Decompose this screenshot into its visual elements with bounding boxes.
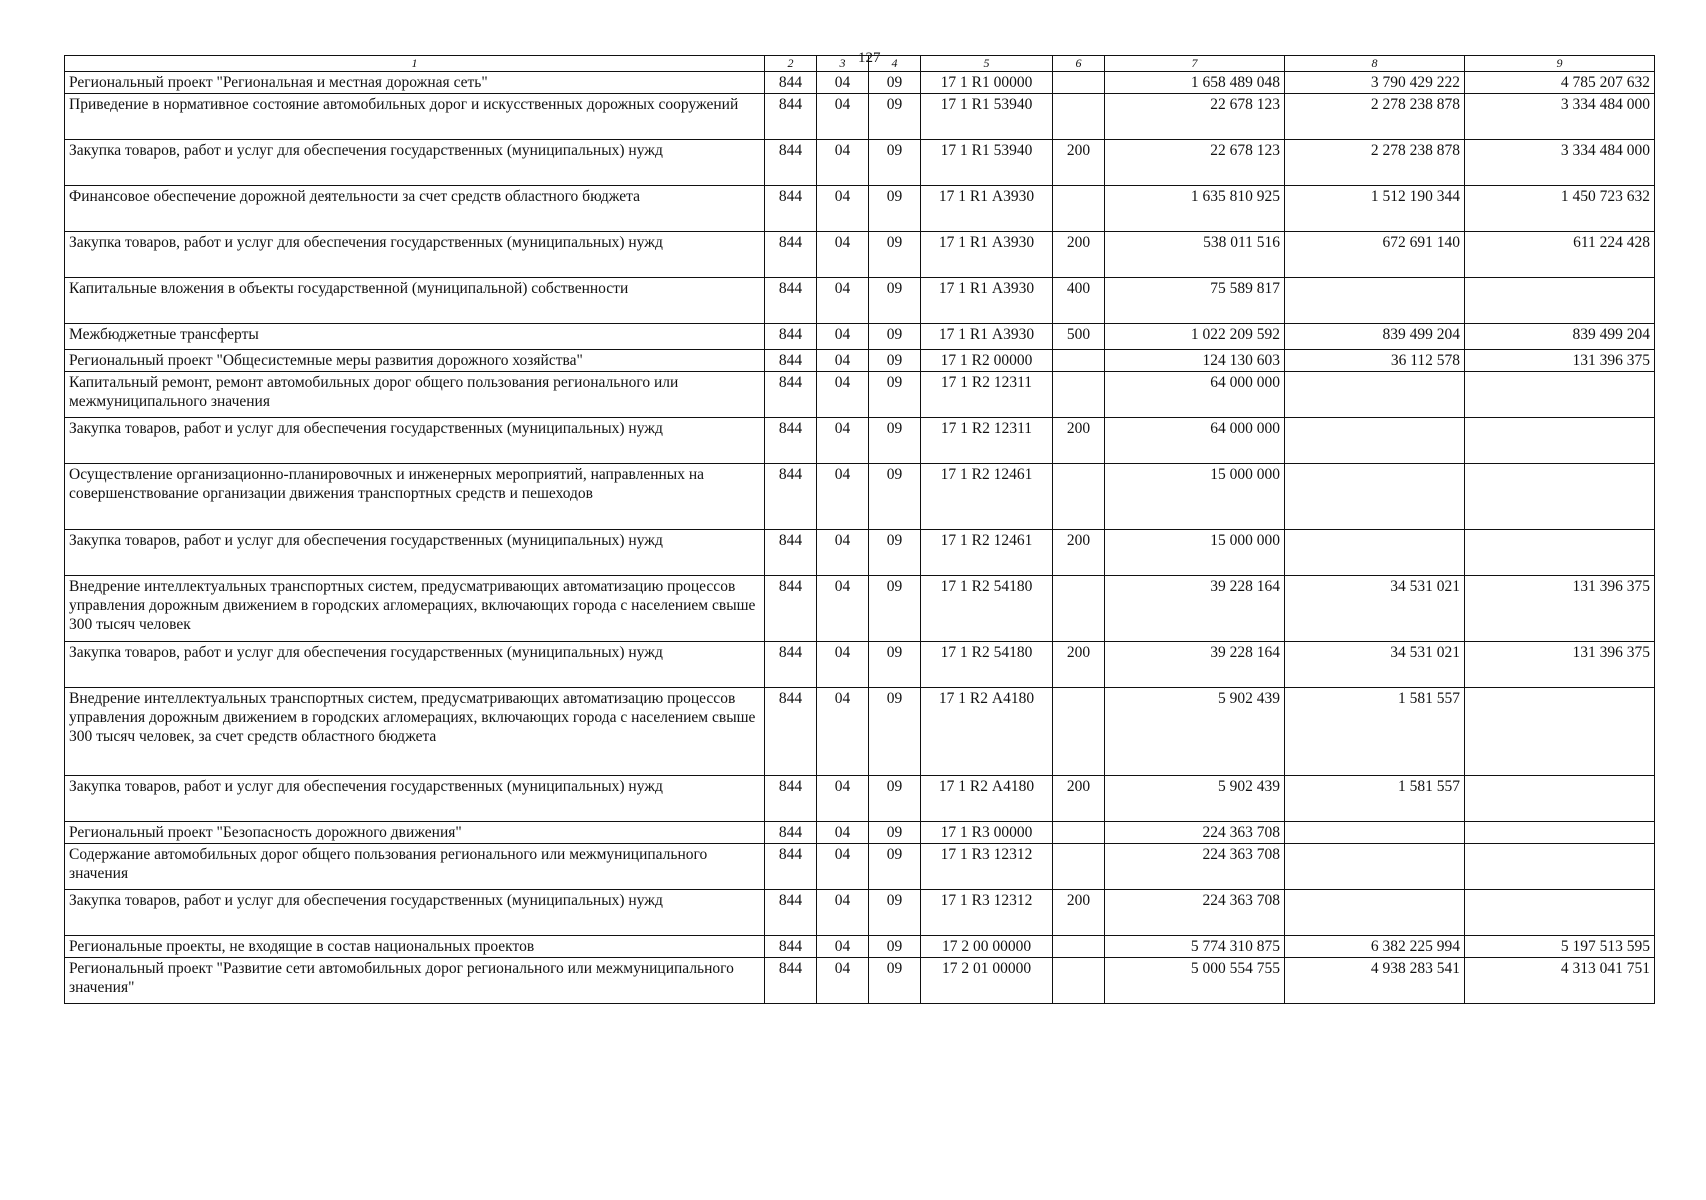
cell-code-4: 09 — [869, 936, 921, 958]
cell-amount-8 — [1285, 278, 1465, 324]
cell-code-5: 17 1 R1 А3930 — [921, 278, 1053, 324]
cell-amount-8 — [1285, 890, 1465, 936]
cell-amount-9: 3 334 484 000 — [1465, 140, 1655, 186]
cell-code-6 — [1053, 94, 1105, 140]
cell-amount-8: 4 938 283 541 — [1285, 958, 1465, 1004]
row-name: Региональные проекты, не входящие в состав национальных проектов — [65, 936, 765, 958]
cell-amount-7: 39 228 164 — [1105, 642, 1285, 688]
cell-code-2: 844 — [765, 94, 817, 140]
cell-amount-7: 1 635 810 925 — [1105, 186, 1285, 232]
cell-code-4: 09 — [869, 94, 921, 140]
cell-amount-9 — [1465, 776, 1655, 822]
cell-amount-7: 22 678 123 — [1105, 140, 1285, 186]
cell-amount-8: 6 382 225 994 — [1285, 936, 1465, 958]
row-name: Приведение в нормативное состояние автомобильных дорог и искусственных дорожных сооружений — [65, 94, 765, 140]
cell-code-2: 844 — [765, 958, 817, 1004]
cell-code-5: 17 1 R1 53940 — [921, 94, 1053, 140]
cell-code-5: 17 1 R2 А4180 — [921, 688, 1053, 776]
cell-code-6 — [1053, 822, 1105, 844]
cell-code-2: 844 — [765, 822, 817, 844]
cell-code-6: 200 — [1053, 140, 1105, 186]
cell-code-2: 844 — [765, 72, 817, 94]
cell-amount-7: 224 363 708 — [1105, 890, 1285, 936]
cell-amount-7: 1 658 489 048 — [1105, 72, 1285, 94]
table-row — [65, 958, 1655, 1004]
column-number: 9 — [1465, 56, 1655, 72]
cell-code-2: 844 — [765, 350, 817, 372]
cell-amount-9: 3 334 484 000 — [1465, 94, 1655, 140]
cell-code-5: 17 1 R2 00000 — [921, 350, 1053, 372]
table-row — [65, 530, 1655, 576]
cell-code-4: 09 — [869, 418, 921, 464]
cell-code-2: 844 — [765, 324, 817, 350]
column-number: 7 — [1105, 56, 1285, 72]
cell-code-2: 844 — [765, 936, 817, 958]
table-row — [65, 464, 1655, 530]
cell-amount-9: 4 785 207 632 — [1465, 72, 1655, 94]
row-name: Закупка товаров, работ и услуг для обеспечения государственных (муниципальных) нужд — [65, 140, 765, 186]
cell-code-4: 09 — [869, 688, 921, 776]
cell-amount-7: 5 000 554 755 — [1105, 958, 1285, 1004]
cell-code-5: 17 1 R2 54180 — [921, 642, 1053, 688]
cell-amount-8 — [1285, 530, 1465, 576]
budget-table — [64, 55, 1655, 1004]
cell-code-2: 844 — [765, 576, 817, 642]
cell-code-2: 844 — [765, 844, 817, 890]
table-row — [65, 822, 1655, 844]
cell-amount-8 — [1285, 418, 1465, 464]
row-name: Закупка товаров, работ и услуг для обеспечения государственных (муниципальных) нужд — [65, 776, 765, 822]
row-name: Закупка товаров, работ и услуг для обеспечения государственных (муниципальных) нужд — [65, 890, 765, 936]
cell-code-3: 04 — [817, 530, 869, 576]
cell-amount-9 — [1465, 822, 1655, 844]
cell-amount-9 — [1465, 372, 1655, 418]
row-name: Региональный проект "Безопасность дорожного движения" — [65, 822, 765, 844]
row-name: Закупка товаров, работ и услуг для обеспечения государственных (муниципальных) нужд — [65, 530, 765, 576]
cell-code-3: 04 — [817, 324, 869, 350]
cell-amount-7: 64 000 000 — [1105, 418, 1285, 464]
cell-amount-9: 131 396 375 — [1465, 576, 1655, 642]
cell-code-5: 17 1 R3 00000 — [921, 822, 1053, 844]
cell-amount-7: 75 589 817 — [1105, 278, 1285, 324]
cell-code-6 — [1053, 72, 1105, 94]
cell-code-5: 17 1 R1 А3930 — [921, 324, 1053, 350]
table-row — [65, 418, 1655, 464]
cell-amount-9: 4 313 041 751 — [1465, 958, 1655, 1004]
cell-code-5: 17 1 R2 12311 — [921, 372, 1053, 418]
cell-code-5: 17 1 R2 12311 — [921, 418, 1053, 464]
cell-code-2: 844 — [765, 140, 817, 186]
cell-code-5: 17 1 R3 12312 — [921, 844, 1053, 890]
cell-amount-8: 2 278 238 878 — [1285, 140, 1465, 186]
cell-code-5: 17 1 R1 00000 — [921, 72, 1053, 94]
cell-amount-9 — [1465, 844, 1655, 890]
cell-amount-7: 124 130 603 — [1105, 350, 1285, 372]
cell-amount-9: 131 396 375 — [1465, 350, 1655, 372]
cell-amount-7: 538 011 516 — [1105, 232, 1285, 278]
cell-code-6 — [1053, 688, 1105, 776]
cell-amount-8 — [1285, 822, 1465, 844]
cell-code-4: 09 — [869, 232, 921, 278]
cell-code-3: 04 — [817, 936, 869, 958]
cell-code-4: 09 — [869, 350, 921, 372]
row-name: Внедрение интеллектуальных транспортных систем, предусматривающих автоматизацию процессов управления дорожным движением в городских агломерациях, включающих города с населением свыше 300 тысяч человек — [65, 576, 765, 642]
cell-amount-9 — [1465, 688, 1655, 776]
cell-code-5: 17 2 00 00000 — [921, 936, 1053, 958]
table-row — [65, 350, 1655, 372]
cell-code-5: 17 1 R1 А3930 — [921, 186, 1053, 232]
cell-code-4: 09 — [869, 464, 921, 530]
cell-code-5: 17 2 01 00000 — [921, 958, 1053, 1004]
cell-code-3: 04 — [817, 958, 869, 1004]
cell-code-3: 04 — [817, 688, 869, 776]
cell-code-6 — [1053, 186, 1105, 232]
table-row — [65, 140, 1655, 186]
row-name: Региональный проект "Развитие сети автомобильных дорог регионального или межмуниципального значения" — [65, 958, 765, 1004]
cell-code-5: 17 1 R2 А4180 — [921, 776, 1053, 822]
cell-code-6: 200 — [1053, 530, 1105, 576]
table-row — [65, 372, 1655, 418]
cell-amount-9 — [1465, 530, 1655, 576]
cell-code-6: 200 — [1053, 642, 1105, 688]
cell-amount-8: 1 512 190 344 — [1285, 186, 1465, 232]
cell-code-4: 09 — [869, 72, 921, 94]
table-row — [65, 844, 1655, 890]
cell-code-6: 500 — [1053, 324, 1105, 350]
cell-code-6: 200 — [1053, 890, 1105, 936]
cell-amount-9 — [1465, 418, 1655, 464]
cell-amount-8: 672 691 140 — [1285, 232, 1465, 278]
cell-code-3: 04 — [817, 776, 869, 822]
cell-code-5: 17 1 R2 12461 — [921, 530, 1053, 576]
cell-code-4: 09 — [869, 186, 921, 232]
column-number: 3 — [817, 56, 869, 72]
table-row — [65, 688, 1655, 776]
cell-amount-8: 1 581 557 — [1285, 688, 1465, 776]
cell-code-3: 04 — [817, 94, 869, 140]
cell-code-4: 09 — [869, 958, 921, 1004]
cell-amount-9: 1 450 723 632 — [1465, 186, 1655, 232]
cell-amount-7: 64 000 000 — [1105, 372, 1285, 418]
cell-amount-9 — [1465, 278, 1655, 324]
cell-code-2: 844 — [765, 418, 817, 464]
cell-amount-9: 839 499 204 — [1465, 324, 1655, 350]
cell-code-4: 09 — [869, 372, 921, 418]
cell-code-3: 04 — [817, 186, 869, 232]
row-name: Закупка товаров, работ и услуг для обеспечения государственных (муниципальных) нужд — [65, 642, 765, 688]
cell-code-6: 200 — [1053, 776, 1105, 822]
table-row — [65, 94, 1655, 140]
cell-code-6: 200 — [1053, 418, 1105, 464]
cell-amount-8: 3 790 429 222 — [1285, 72, 1465, 94]
cell-code-2: 844 — [765, 890, 817, 936]
cell-amount-9: 611 224 428 — [1465, 232, 1655, 278]
cell-code-2: 844 — [765, 232, 817, 278]
cell-code-4: 09 — [869, 642, 921, 688]
cell-code-4: 09 — [869, 324, 921, 350]
table-row — [65, 324, 1655, 350]
cell-code-3: 04 — [817, 822, 869, 844]
cell-amount-7: 15 000 000 — [1105, 464, 1285, 530]
row-name: Региональный проект "Региональная и местная дорожная сеть" — [65, 72, 765, 94]
cell-code-3: 04 — [817, 140, 869, 186]
row-name: Межбюджетные трансферты — [65, 324, 765, 350]
row-name: Содержание автомобильных дорог общего пользования регионального или межмуниципального значения — [65, 844, 765, 890]
table-row — [65, 232, 1655, 278]
cell-code-6 — [1053, 936, 1105, 958]
cell-code-6 — [1053, 958, 1105, 1004]
row-name: Капитальный ремонт, ремонт автомобильных дорог общего пользования регионального или межмуниципального значения — [65, 372, 765, 418]
cell-amount-7: 5 902 439 — [1105, 688, 1285, 776]
column-number: 6 — [1053, 56, 1105, 72]
cell-amount-8: 1 581 557 — [1285, 776, 1465, 822]
column-number: 1 — [65, 56, 765, 72]
page-number: 127 — [858, 50, 881, 66]
row-name: Капитальные вложения в объекты государственной (муниципальной) собственности — [65, 278, 765, 324]
table-row — [65, 576, 1655, 642]
cell-code-3: 04 — [817, 464, 869, 530]
cell-code-6 — [1053, 350, 1105, 372]
cell-amount-8: 839 499 204 — [1285, 324, 1465, 350]
cell-code-2: 844 — [765, 530, 817, 576]
column-number: 5 — [921, 56, 1053, 72]
cell-amount-9 — [1465, 890, 1655, 936]
cell-code-4: 09 — [869, 776, 921, 822]
cell-code-2: 844 — [765, 186, 817, 232]
cell-code-5: 17 1 R1 А3930 — [921, 232, 1053, 278]
cell-amount-9: 5 197 513 595 — [1465, 936, 1655, 958]
cell-code-3: 04 — [817, 350, 869, 372]
cell-amount-7: 5 774 310 875 — [1105, 936, 1285, 958]
cell-code-4: 09 — [869, 278, 921, 324]
column-number: 4 — [869, 56, 921, 72]
row-name: Финансовое обеспечение дорожной деятельности за счет средств областного бюджета — [65, 186, 765, 232]
cell-code-4: 09 — [869, 890, 921, 936]
cell-amount-8: 2 278 238 878 — [1285, 94, 1465, 140]
table-row — [65, 278, 1655, 324]
cell-amount-7: 1 022 209 592 — [1105, 324, 1285, 350]
cell-code-6 — [1053, 576, 1105, 642]
cell-code-3: 04 — [817, 576, 869, 642]
cell-amount-7: 224 363 708 — [1105, 822, 1285, 844]
table-row — [65, 72, 1655, 94]
cell-code-6: 200 — [1053, 232, 1105, 278]
row-name: Закупка товаров, работ и услуг для обеспечения государственных (муниципальных) нужд — [65, 232, 765, 278]
cell-amount-8 — [1285, 464, 1465, 530]
row-name: Закупка товаров, работ и услуг для обеспечения государственных (муниципальных) нужд — [65, 418, 765, 464]
table-row — [65, 890, 1655, 936]
cell-code-2: 844 — [765, 278, 817, 324]
cell-code-2: 844 — [765, 464, 817, 530]
cell-amount-8: 34 531 021 — [1285, 642, 1465, 688]
cell-code-6 — [1053, 372, 1105, 418]
row-name: Внедрение интеллектуальных транспортных систем, предусматривающих автоматизацию процессов управления дорожным движением в городских агломерациях, включающих города с населением свыше 300 тысяч человек, за счет средств областного бюджета — [65, 688, 765, 776]
column-number: 8 — [1285, 56, 1465, 72]
cell-amount-7: 39 228 164 — [1105, 576, 1285, 642]
cell-amount-7: 224 363 708 — [1105, 844, 1285, 890]
cell-code-2: 844 — [765, 372, 817, 418]
column-number-row — [65, 56, 1655, 72]
cell-code-3: 04 — [817, 72, 869, 94]
cell-code-6: 400 — [1053, 278, 1105, 324]
cell-code-5: 17 1 R1 53940 — [921, 140, 1053, 186]
cell-code-3: 04 — [817, 890, 869, 936]
column-number: 2 — [765, 56, 817, 72]
cell-code-3: 04 — [817, 372, 869, 418]
table-row — [65, 776, 1655, 822]
table-row — [65, 642, 1655, 688]
cell-code-6 — [1053, 844, 1105, 890]
cell-code-3: 04 — [817, 418, 869, 464]
cell-amount-7: 5 902 439 — [1105, 776, 1285, 822]
cell-amount-7: 15 000 000 — [1105, 530, 1285, 576]
cell-amount-9 — [1465, 464, 1655, 530]
cell-code-5: 17 1 R3 12312 — [921, 890, 1053, 936]
cell-code-5: 17 1 R2 12461 — [921, 464, 1053, 530]
cell-code-3: 04 — [817, 232, 869, 278]
row-name: Осуществление организационно-планировочных и инженерных мероприятий, направленных на совершенствование организации движения транспортных средств и пешеходов — [65, 464, 765, 530]
cell-code-3: 04 — [817, 278, 869, 324]
cell-amount-8: 36 112 578 — [1285, 350, 1465, 372]
cell-code-4: 09 — [869, 140, 921, 186]
cell-code-4: 09 — [869, 822, 921, 844]
cell-amount-8: 34 531 021 — [1285, 576, 1465, 642]
cell-amount-9: 131 396 375 — [1465, 642, 1655, 688]
cell-code-4: 09 — [869, 530, 921, 576]
cell-code-2: 844 — [765, 642, 817, 688]
cell-code-2: 844 — [765, 688, 817, 776]
cell-code-3: 04 — [817, 844, 869, 890]
cell-code-5: 17 1 R2 54180 — [921, 576, 1053, 642]
cell-amount-7: 22 678 123 — [1105, 94, 1285, 140]
cell-amount-8 — [1285, 844, 1465, 890]
cell-amount-8 — [1285, 372, 1465, 418]
cell-code-4: 09 — [869, 576, 921, 642]
table-row — [65, 936, 1655, 958]
row-name: Региональный проект "Общесистемные меры развития дорожного хозяйства" — [65, 350, 765, 372]
cell-code-6 — [1053, 464, 1105, 530]
cell-code-3: 04 — [817, 642, 869, 688]
cell-code-4: 09 — [869, 844, 921, 890]
cell-code-2: 844 — [765, 776, 817, 822]
table-row — [65, 186, 1655, 232]
